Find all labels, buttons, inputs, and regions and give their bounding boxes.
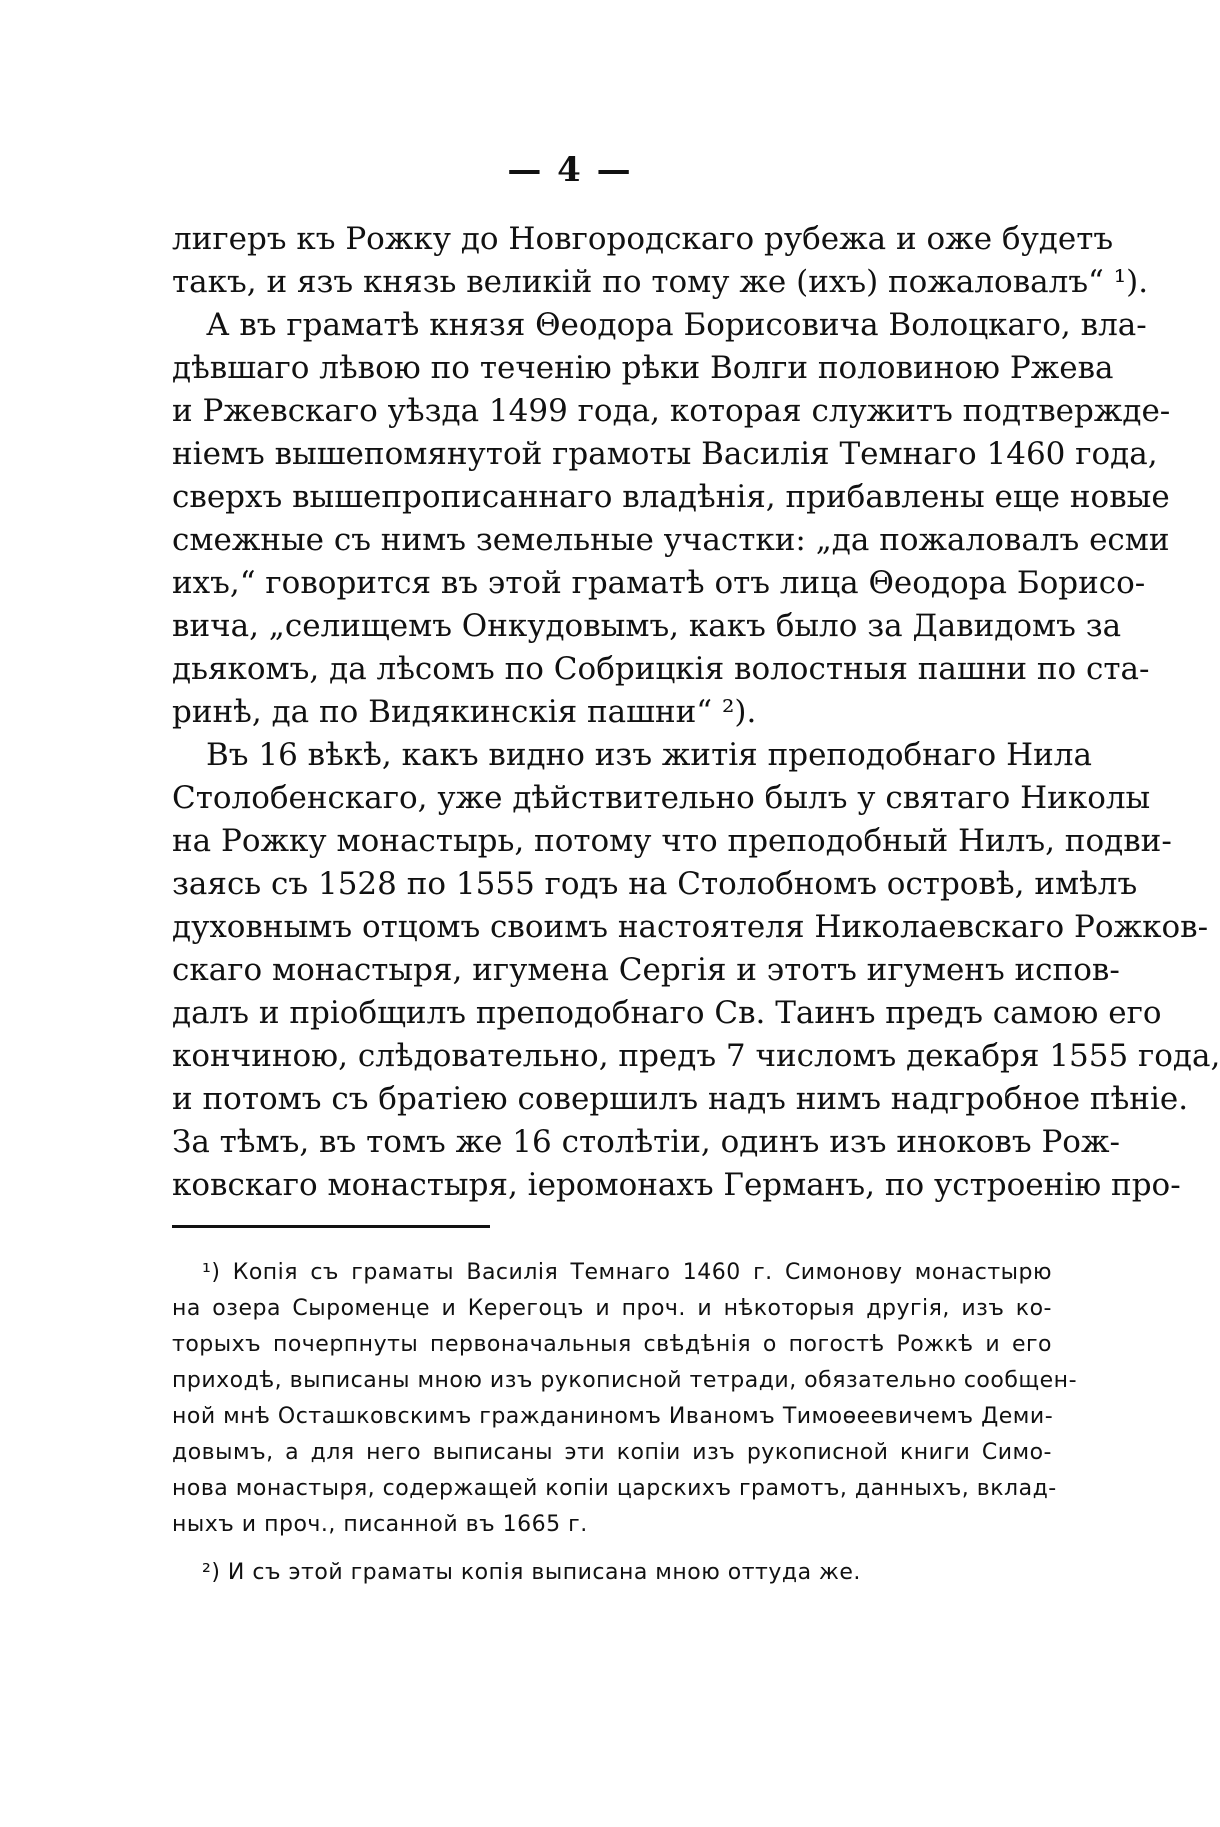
main-text (172, 218, 1220, 1207)
footnote-line: ныхъ и проч., писанной въ 1665 г. (172, 1512, 588, 1537)
footnote-2 (172, 1555, 1052, 1591)
text-line: и потомъ съ братіею совершилъ надъ нимъ надгробное пѣніе. (172, 1081, 1189, 1117)
footnote-line: приходѣ, выписаны мною изъ рукописной тетради, обязательно сообщен- (172, 1368, 1078, 1393)
text-line: дѣвшаго лѣвою по теченію рѣки Волги половиною Ржева (172, 350, 1114, 386)
footnotes (172, 1255, 1078, 1591)
text-line: на Рожку монастырь, потому что преподобный Нилъ, подви- (172, 823, 1172, 859)
footnote-1 (172, 1255, 1078, 1543)
text-line: дьякомъ, да лѣсомъ по Собрицкія волостныя пашни по ста- (172, 651, 1150, 687)
text-line: скаго монастыря, игумена Сергія и этотъ игуменъ испов- (172, 952, 1120, 988)
text-line: Столобенскаго, уже дѣйствительно былъ у святаго Николы (172, 780, 1151, 816)
footnote-line: нова монастыря, содержащей копіи царскихъ грамотъ, данныхъ, вклад- (172, 1476, 1057, 1501)
page-number: — 4 — (507, 150, 633, 190)
text-line: сверхъ вышепрописаннаго владѣнія, прибавлены еще новые (172, 479, 1170, 515)
text-line: такъ, и язъ князь великій по тому же (ихъ) пожаловалъ“ ¹). (172, 264, 1149, 300)
text-line: А въ граматѣ князя Θеодора Борисовича Волоцкаго, вла- (206, 307, 1147, 343)
footnote-rule (172, 1225, 490, 1228)
text-line: За тѣмъ, въ томъ же 16 столѣтіи, одинъ изъ иноковъ Рож- (172, 1124, 1120, 1160)
text-line: ринѣ, да по Видякинскія пашни“ ²). (172, 694, 757, 730)
text-line: ніемъ вышепомянутой грамоты Василія Темнаго 1460 года, (172, 436, 1158, 472)
footnote-line: торыхъ почерпнуты первоначальныя свѣдѣнія о погостѣ Рожкѣ и его (172, 1332, 1052, 1357)
text-line: духовнымъ отцомъ своимъ настоятеля Николаевскаго Рожков- (172, 909, 1209, 945)
footnote-line: ²) И съ этой граматы копія выписана мною оттуда же. (202, 1560, 861, 1585)
text-line: смежные съ нимъ земельные участки: „да пожаловалъ есми (172, 522, 1170, 558)
footnote-line: на озера Сыроменце и Керегоцъ и проч. и нѣкоторыя другія, изъ ко- (172, 1296, 1052, 1321)
text-line: и Ржевскаго уѣзда 1499 года, которая служитъ подтвержде- (172, 393, 1171, 429)
text-line: далъ и пріобщилъ преподобнаго Св. Таинъ предъ самою его (172, 995, 1162, 1031)
text-line: кончиною, слѣдовательно, предъ 7 числомъ декабря 1555 года, (172, 1038, 1220, 1074)
text-line: лигеръ къ Рожку до Новгородскаго рубежа и оже будетъ (172, 221, 1114, 257)
text-line: ихъ,“ говорится въ этой граматѣ отъ лица Θеодора Борисо- (172, 565, 1146, 601)
footnote-line: довымъ, а для него выписаны эти копіи изъ рукописной книги Симо- (172, 1440, 1052, 1465)
text-line: заясь съ 1528 по 1555 годъ на Столобномъ островѣ, имѣлъ (172, 866, 1138, 902)
footnote-line: ¹) Копія съ граматы Василія Темнаго 1460 г. Симонову монастырю (202, 1260, 1052, 1285)
text-line: вича, „селищемъ Онкудовымъ, какъ было за Давидомъ за (172, 608, 1122, 644)
footnote-line: ной мнѣ Осташковскимъ гражданиномъ Иваномъ Тимоѳеевичемъ Деми- (172, 1404, 1054, 1429)
text-line: Въ 16 вѣкѣ, какъ видно изъ житія преподобнаго Нила (206, 737, 1092, 773)
footnote-gap (172, 1543, 1052, 1555)
text-line: ковскаго монастыря, іеромонахъ Германъ, по устроенію про- (172, 1167, 1181, 1203)
